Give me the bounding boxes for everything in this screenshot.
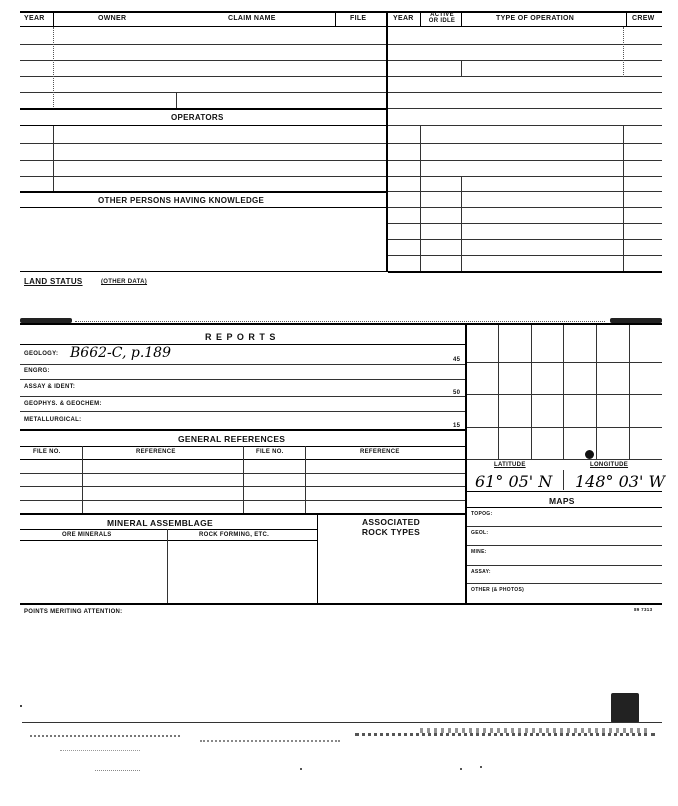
points-meriting-attention: POINTS MERITING ATTENTION: [24, 609, 123, 615]
operations-year-header: YEAR [393, 15, 414, 22]
other-persons-title: OTHER PERSONS HAVING KNOWLEDGE [98, 196, 265, 205]
operations-type-header: TYPE OF OPERATION [496, 15, 575, 22]
gr-reference-header-1: REFERENCE [136, 449, 176, 455]
maps-mine: MINE: [471, 549, 487, 555]
latitude-value-handwritten: 61° 05' N [475, 472, 553, 491]
maps-geol: GEOL: [471, 530, 489, 536]
location-marker [585, 450, 594, 459]
longitude-label: LONGITUDE [590, 462, 629, 468]
geology-reference-handwritten: B662-C, p.189 [70, 345, 171, 361]
gr-file-no-header-1: FILE NO. [33, 449, 61, 455]
rock-forming-header: ROCK FORMING, ETC. [199, 532, 270, 538]
associated-rock-types: ASSOCIATED ROCK TYPES [361, 517, 421, 537]
operations-active-idle-header: ACTIVE OR IDLE [428, 12, 456, 24]
longitude-value-handwritten: 148° 03' W [575, 472, 665, 491]
claims-file-header: FILE [350, 15, 367, 22]
corner-black-mark [611, 693, 639, 723]
claims-owner-header: OWNER [98, 15, 127, 22]
operators-title: OPERATORS [171, 113, 224, 122]
top-band-smudge-right [610, 318, 662, 323]
mineral-assemblage-title: MINERAL ASSEMBLAGE [107, 518, 213, 528]
form-number: 89 7313 [634, 607, 653, 612]
ore-minerals-header: ORE MINERALS [62, 532, 112, 538]
general-references-title: GENERAL REFERENCES [178, 434, 286, 444]
maps-title: MAPS [549, 496, 575, 506]
reports-title: R E P O R T S [205, 332, 277, 342]
maps-assay: ASSAY: [471, 569, 491, 575]
maps-other: OTHER (& PHOTOS) [471, 587, 525, 593]
operations-crew-header: CREW [632, 15, 655, 22]
land-status-sub: (OTHER DATA) [101, 279, 148, 285]
maps-topog: TOPOG: [471, 511, 493, 517]
claims-year-header: YEAR [24, 15, 45, 22]
land-status-label: LAND STATUS [24, 277, 83, 286]
gr-reference-header-2: REFERENCE [360, 449, 400, 455]
claims-claim-name-header: CLAIM NAME [228, 15, 276, 22]
latitude-label: LATITUDE [494, 462, 526, 468]
gr-file-no-header-2: FILE NO. [256, 449, 284, 455]
